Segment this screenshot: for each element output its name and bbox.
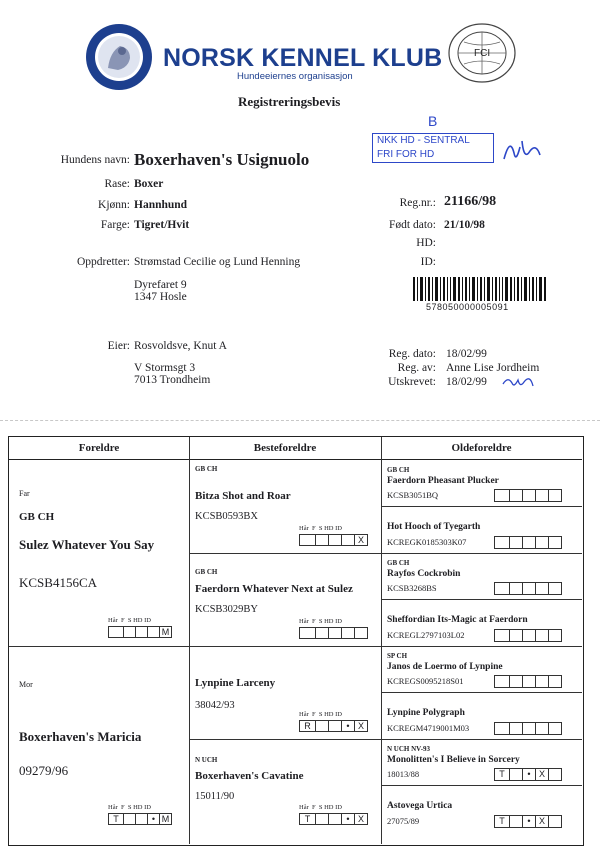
sex-label: Kjønn: bbox=[98, 199, 130, 211]
sire-name: Sulez Whatever You Say bbox=[19, 537, 155, 552]
ggp5-reg: KCREGS0095218S01 bbox=[387, 676, 464, 686]
color-value: Tigret/Hvit bbox=[134, 219, 190, 231]
ggp7-reg: 18013/88 bbox=[387, 769, 420, 779]
breeder-address-2: 1347 Hosle bbox=[134, 291, 187, 303]
issued-label: Utskrevet: bbox=[388, 376, 436, 388]
breeder-value: Strømstad Cecilie og Lund Henning bbox=[134, 256, 301, 268]
gp1-boxes: X bbox=[300, 534, 368, 546]
sex-value: Hannhund bbox=[134, 199, 188, 211]
ggp1-name: Faerdorn Pheasant Plucker bbox=[387, 476, 499, 486]
gp3-name: Lynpine Larceny bbox=[195, 677, 276, 689]
gp4-reg: 15011/90 bbox=[195, 791, 235, 802]
breeder-address-1: Dyrefaret 9 bbox=[134, 279, 187, 291]
dam-boxes: T • M bbox=[109, 813, 172, 825]
regdate-value: 18/02/99 bbox=[446, 348, 487, 360]
gp4-boxes: T • X bbox=[300, 813, 368, 825]
dam-reg: 09279/96 bbox=[19, 763, 69, 778]
ggp6-reg: KCREGM4719001M03 bbox=[387, 723, 470, 733]
ggp4-reg: KCREGL2797103L02 bbox=[387, 630, 465, 640]
header-parents: Foreldre bbox=[78, 442, 120, 454]
gp3-reg: 38042/93 bbox=[195, 700, 235, 711]
ggp2-boxes bbox=[495, 536, 562, 549]
signature-stamp bbox=[500, 133, 544, 167]
ggp3-name: Rayfos Cockrobin bbox=[387, 569, 461, 579]
ggp6-name: Lynpine Polygraph bbox=[387, 708, 465, 718]
sire-title: GB CH bbox=[19, 511, 55, 523]
fold-line bbox=[0, 420, 600, 421]
ggp4-name: Sheffordian Its-Magic at Faerdorn bbox=[387, 615, 528, 625]
pedigree-table bbox=[8, 436, 584, 846]
name-label: Hundens navn: bbox=[60, 154, 130, 166]
born-value: 21/10/98 bbox=[444, 219, 485, 231]
breed-label: Rase: bbox=[104, 178, 130, 190]
sire-role: Far bbox=[19, 489, 30, 498]
dam-box-labels: Hår F S HD ID bbox=[108, 804, 151, 811]
ggp5-title: SP CH bbox=[387, 652, 408, 660]
org-subtitle: Hundeeiernes organisasjon bbox=[237, 71, 353, 82]
ggp3-title: GB CH bbox=[387, 559, 410, 567]
gp4-box-labels: Hår F S HD ID bbox=[299, 804, 342, 811]
owner-label: Eier: bbox=[107, 340, 130, 352]
regby-label: Reg. av: bbox=[397, 362, 436, 374]
ggp4-boxes bbox=[495, 629, 562, 642]
stamp-line-2: FRI FOR HD bbox=[377, 149, 435, 160]
owner-address-2: 7013 Trondheim bbox=[134, 374, 211, 386]
regby-value: Anne Lise Jordheim bbox=[446, 362, 540, 374]
issuer-initials bbox=[500, 370, 536, 392]
ggp6-boxes bbox=[495, 722, 562, 735]
sire-box-labels: Hår F S HD ID bbox=[108, 617, 151, 624]
fci-globe-logo bbox=[446, 22, 518, 84]
gp3-boxes: R • X bbox=[300, 720, 368, 732]
gp2-title: GB CH bbox=[195, 568, 218, 576]
ggp3-reg: KCSB3268BS bbox=[387, 583, 437, 593]
gp2-reg: KCSB3029BY bbox=[195, 604, 259, 615]
fci-label: FCI bbox=[474, 48, 491, 59]
ggp5-boxes bbox=[495, 675, 562, 688]
gp4-name: Boxerhaven's Cavatine bbox=[195, 770, 304, 782]
sire-boxes: M bbox=[109, 626, 172, 638]
gp1-reg: KCSB0593BX bbox=[195, 511, 259, 522]
gp4-title: N UCH bbox=[195, 756, 218, 764]
gp2-boxes bbox=[300, 627, 368, 639]
ggp7-name: Monolitten's I Believe in Sorcery bbox=[387, 755, 520, 765]
gp1-title: GB CH bbox=[195, 465, 218, 473]
breed-value: Boxer bbox=[134, 178, 164, 190]
gp1-name: Bitza Shot and Roar bbox=[195, 490, 291, 502]
org-name: NORSK KENNEL KLUB bbox=[163, 44, 443, 72]
regnr-value: 21166/98 bbox=[444, 194, 497, 209]
sire-reg: KCSB4156CA bbox=[19, 575, 98, 590]
header-grandparents: Besteforeldre bbox=[253, 442, 317, 454]
gp2-name: Faerdorn Whatever Next at Sulez bbox=[195, 583, 353, 595]
hd-stamp bbox=[372, 133, 494, 163]
breeder-label: Oppdretter: bbox=[76, 256, 130, 268]
nkk-seal-logo bbox=[84, 22, 154, 92]
ggp8-boxes: T • X bbox=[495, 815, 562, 828]
dam-role: Mor bbox=[19, 680, 33, 689]
hd-label: HD: bbox=[416, 237, 436, 249]
gp1-box-labels: Hår F S HD ID bbox=[299, 525, 342, 532]
issued-value: 18/02/99 bbox=[446, 376, 487, 388]
barcode bbox=[413, 277, 547, 301]
owner-address-1: V Stormsgt 3 bbox=[134, 362, 196, 374]
ggp5-name: Janos de Loermo of Lynpine bbox=[387, 662, 503, 672]
id-label: ID: bbox=[420, 256, 436, 268]
dog-name: Boxerhaven's Usignuolo bbox=[134, 150, 310, 169]
stamp-line-1: NKK HD - SENTRAL bbox=[377, 135, 470, 146]
ggp8-name: Astovega Urtica bbox=[387, 801, 453, 811]
owner-value: Rosvoldsve, Knut A bbox=[134, 340, 227, 352]
document-title: Registreringsbevis bbox=[238, 94, 341, 109]
dam-name: Boxerhaven's Maricia bbox=[19, 729, 142, 744]
ggp2-name: Hot Hooch of Tyegarth bbox=[387, 522, 481, 532]
ggp8-reg: 27075/89 bbox=[387, 816, 420, 826]
ggp1-reg: KCSB3051BQ bbox=[387, 490, 439, 500]
stamp-letter: B bbox=[428, 113, 438, 129]
gp3-box-labels: Hår F S HD ID bbox=[299, 711, 342, 718]
barcode-number: 578050000005091 bbox=[426, 302, 509, 312]
ggp3-boxes bbox=[495, 582, 562, 595]
born-label: Født dato: bbox=[389, 219, 436, 231]
ggp1-title: GB CH bbox=[387, 466, 410, 474]
color-label: Farge: bbox=[100, 219, 130, 231]
regdate-label: Reg. dato: bbox=[388, 348, 436, 360]
header-great-grandparents: Oldeforeldre bbox=[451, 442, 512, 454]
ggp7-title: N UCH NV-93 bbox=[387, 745, 431, 753]
ggp7-boxes: T • X bbox=[495, 768, 562, 781]
regnr-label: Reg.nr.: bbox=[399, 197, 436, 209]
gp2-box-labels: Hår F S HD ID bbox=[299, 618, 342, 625]
ggp1-boxes bbox=[495, 489, 562, 502]
ggp2-reg: KCREGK0185303K07 bbox=[387, 537, 467, 547]
